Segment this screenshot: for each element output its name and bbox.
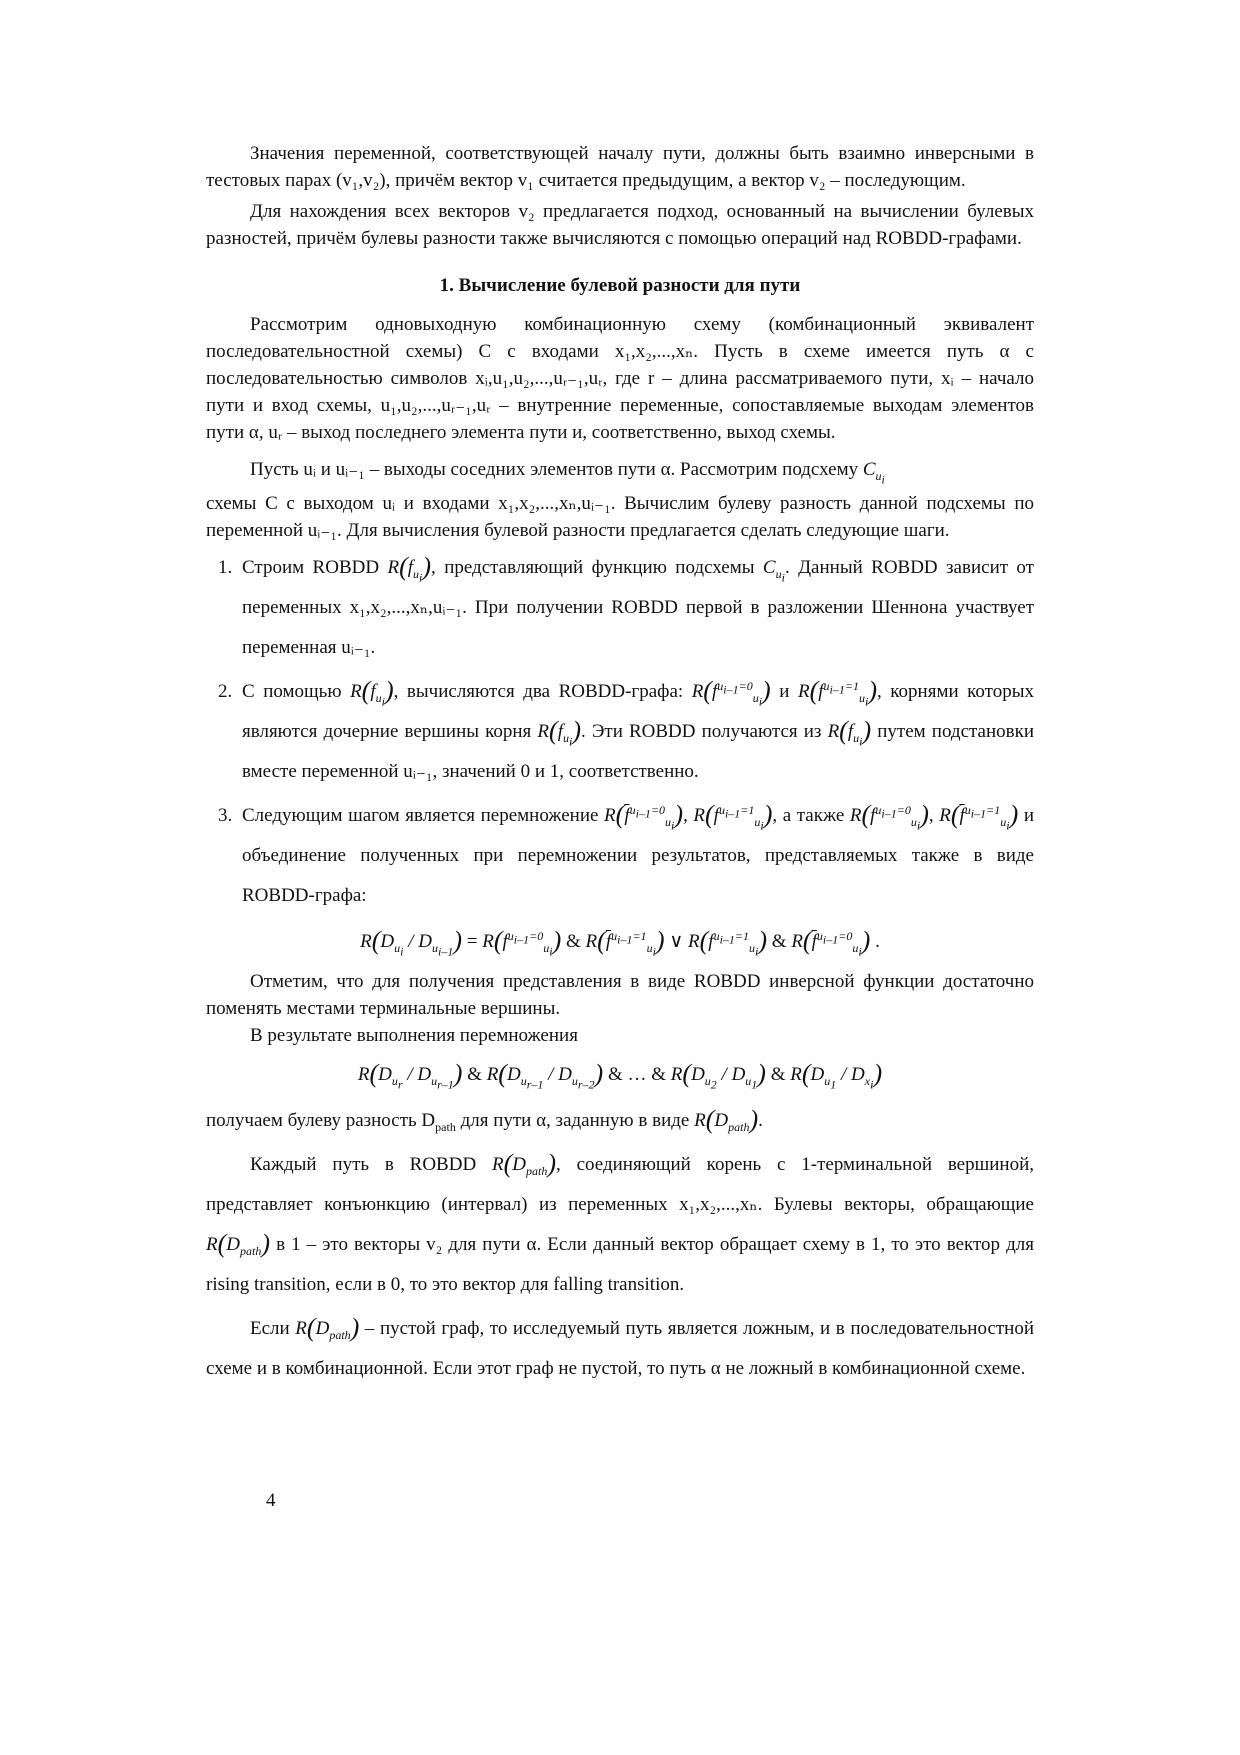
formula-product: $R(D_{u_r} / D_{u_{r-1}})$ & $R(D_{u_{r-1}} / D_{u_{r-2}})$ & … & $R(D_{u_2} / D_{u_1})$ & $R(D_{u_1} / D_{x_i})$ [357, 1059, 883, 1092]
after-paragraph-4: Каждый путь в ROBDD $R(D_{path})$, соединяющий корень с 1-терминальной вершиной, представляет конъюнкцию (интервал) из переменных x₁,x₂,...,xₙ. Булевы векторы, обращающие $R(D_{path})$ в 1 – это векторы v₂ для пути α. Если данный вектор обращает схему в 1, то это вектор для rising transition, если в 0, то это вектор для falling transition. [206, 1149, 1034, 1295]
section-paragraph-1: Рассмотрим одновыходную комбинационную схему (комбинационный эквивалент последовательностной схемы) C с входами x₁,x₂,...,xₙ. Пусть в схеме имеется путь α с последовательностью символов xᵢ,u₁,u₂,...,uᵣ₋₁,uᵣ, где r – длина рассматриваемого пути, xᵢ – начало пути и вход схемы, u₁,u₂,...,uᵣ₋₁,uᵣ – внутренние переменные, сопоставляемые выходам элементов пути α, uᵣ – выход последнего элемента пути и, соответственно, выход схемы. [206, 314, 1034, 443]
math-R-Dpath: $R(D_{path})$ [492, 1149, 557, 1178]
after-paragraph-2: В результате выполнения перемножения [250, 1025, 578, 1046]
step-2: 2. С помощью $R(f_{u_i})$, вычисляются два ROBDD-графа: $R(f^{u_{i-1}=0}_{u_i})$ и $R(f^{u_{i-1}=1}_{u_i})$, корнями которых являются дочерние вершины корня $R(f_{u_i})$. Эти ROBDD получаются из $R(f_{u_i})$ путем подстановки вместе переменной uᵢ₋₁, значений 0 и 1, соответственно. [218, 676, 1035, 782]
section-heading: 1. Вычисление булевой разности для пути [439, 275, 801, 296]
math-C-ui: $C_{u_i}$ [862, 459, 885, 487]
section-paragraph-2-cont: схемы C с выходом uᵢ и входами x₁,x₂,...,xₙ,uᵢ₋₁. Вычислим булеву разность данной подсхемы по переменной uᵢ₋₁. Для вычисления булевой разности предлагается сделать следующие шаги. [206, 493, 1034, 541]
document-page [206, 140, 1034, 1389]
section-paragraph-2: Пусть uᵢ и uᵢ₋₁ – выходы соседних элементов пути α. Рассмотрим подсхему $C_{u_i}$ [250, 459, 885, 487]
math-R-fui: $R(f_{u_i})$ [387, 552, 432, 585]
after-paragraph-5: Если $R(D_{path})$ – пустой граф, то исследуемый путь является ложным, и в последовательностной схеме и в комбинационной. Если этот граф не пустой, то путь α не ложный в комбинационной схеме. [206, 1313, 1035, 1379]
math-R-Dpath: $R(D_{path})$ [295, 1313, 360, 1342]
math-R-fui: $R(f_{u_i})$ [827, 716, 872, 749]
page-number: 4 [266, 1490, 276, 1511]
after-paragraph-3: получаем булеву разность $D_{path}$ для пути α, заданную в виде $R(D_{path})$. [206, 1105, 763, 1134]
math-R-notf1: $R(\overline{f}^{u_{i-1}=1}_{u_i})$ [939, 800, 1019, 833]
math-R-f0: $R(f^{u_{i-1}=0}_{u_i})$ [849, 800, 929, 833]
step-3: 3. Следующим шагом является перемножение $R(\overline{f}^{u_{i-1}=0}_{u_i})$, $R(f^{u_{i-1}=1}_{u_i})$, а также $R(f^{u_{i-1}=0}_{u_i})$, $R(\overline{f}^{u_{i-1}=1}_{u_i})$ и объединение полученных при перемножении результатов, представляемых также в виде ROBDD-графа: [218, 800, 1034, 906]
math-R-Dpath: $R(D_{path})$ [206, 1229, 271, 1258]
intro-paragraph-1: Значения переменной, соответствующей началу пути, должны быть взаимно инверсными в тестовых парах (v₁,v₂), причём вектор v₁ считается предыдущим, а вектор v₂ – последующим. [206, 143, 1034, 191]
intro-paragraph-2: Для нахождения всех векторов v₂ предлагается подход, основанный на вычислении булевых разностей, причём булевы разности также вычисляются с помощью операций над ROBDD-графами. [206, 201, 1034, 249]
step-1: 1. Строим ROBDD $R(f_{u_i})$, представляющий функцию подсхемы $C_{u_i}$. Данный ROBDD зависит от переменных x₁,x₂,...,xₙ,uᵢ₋₁. При получении ROBDD первой в разложении Шеннона участвует переменная uᵢ₋₁. [218, 552, 1034, 658]
math-R-f1: $R(f^{u_{i-1}=1}_{u_i})$ [693, 800, 773, 833]
math-R-notf0: $R(\overline{f}^{u_{i-1}=0}_{u_i})$ [604, 800, 684, 833]
math-R-fui: $R(f_{u_i})$ [350, 676, 394, 709]
formula-boolean-difference: $R(D_{u_i} / D_{u_{i-1}}) = R(f^{u_{i-1}=0}_{u_i})$ & $R(\overline{f}^{u_{i-1}=1}_{u_i})$ ∨ $R(f^{u_{i-1}=1}_{u_i})$ & $R(\overline{f}^{u_{i-1}=0}_{u_i})$ . [360, 926, 880, 959]
math-R-Dpath: $R(D_{path})$ [694, 1105, 759, 1134]
math-R-f0: $R(f^{u_{i-1}=0}_{u_i})$ [691, 676, 771, 709]
math-C-ui: $C_{u_i}$ [762, 557, 785, 585]
after-paragraph-1: Отметим, что для получения представления в виде ROBDD инверсной функции достаточно поменять местами терминальные вершины. [206, 971, 1034, 1019]
math-R-fui: $R(f_{u_i})$ [537, 716, 581, 749]
math-R-f1: $R(f^{u_{i-1}=1}_{u_i})$ [797, 676, 877, 709]
